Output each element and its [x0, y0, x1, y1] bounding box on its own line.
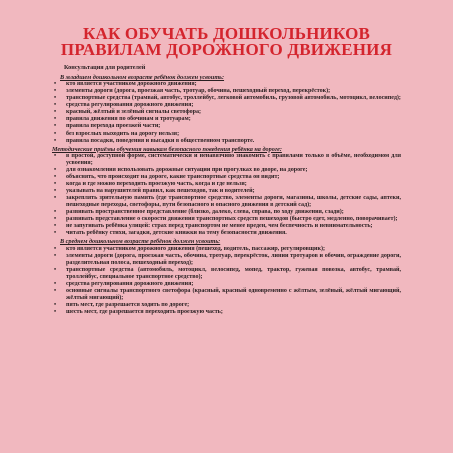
section-middle	[52, 238, 401, 316]
list-item: • когда и где можно переходить проезжую часть, когда и где нельзя;	[52, 181, 401, 188]
list-item: • кто является участником дорожного движения (пешеход, водитель, пассажир, регулировщик);	[52, 246, 401, 253]
list-item: • развивать пространственное представление (близко, далеко, слева, справа, по ходу движения, сзади);	[52, 209, 401, 216]
list-item: • для ознакомления использовать дорожные ситуации при прогулках во дворе, на дороге;	[52, 167, 401, 174]
list-item: • читать ребёнку стихи, загадки, детские книжки на тему безопасности движения.	[52, 230, 401, 237]
list-item: • развивать представление о скорости движения транспортных средств пешеходов (быстро едет, медленно, поворачивает);	[52, 216, 401, 223]
list-item: • шесть мест, где разрешается переходить проезжую часть;	[52, 309, 401, 316]
section-heading: В среднем дошкольном возрасте ребёнок должен усвоить:	[60, 238, 221, 246]
list-item: • средства регулирования дорожного движения;	[52, 102, 401, 109]
page-title: КАК ОБУЧАТЬ ДОШКОЛЬНИКОВ ПРАВИЛАМ ДОРОЖНОГО ДВИЖЕНИЯ	[60, 24, 393, 59]
list-item: • правила перехода проезжей части;	[52, 123, 401, 130]
list-item: • закреплять зрительную память (где транспортное средство, элементы дороги, магазины, школы, детские сады, аптеки, пешеходные переходы, светофоры, пути безопасного и опасного движения в детский сад);	[52, 195, 401, 209]
list-item: • в простой, доступной форме, систематически и ненавязчиво знакомить с правилами только в объёме, необходимом для усвоения;	[52, 153, 401, 167]
bullet-list	[52, 81, 401, 144]
list-item: • указывать на нарушителей правил, как пешеходов, так и водителей;	[52, 188, 401, 195]
list-item: • не запугивать ребёнка улицей: страх перед транспортом не менее вреден, чем беспечность и невнимательность;	[52, 223, 401, 230]
list-item: • элементы дороги (дорога, проезжая часть, тротуар, обочина, пешеходный переход, перекрёсток);	[52, 88, 401, 95]
bullet-list	[52, 153, 401, 238]
bullet-list	[52, 246, 401, 316]
list-item: • кто является участником дорожного движения;	[52, 81, 401, 88]
page-subtitle: Консультация для родителей	[64, 64, 146, 71]
section-heading: В младшем дошкольном возрасте ребёнок должен усвоить:	[60, 74, 225, 81]
list-item: • правила движения по обочинам и тротуарам;	[52, 116, 401, 123]
list-item: • правила посадки, поведения и высадки в общественном транспорте.	[52, 138, 401, 145]
list-item: • элементы дороги (дорога, проезжая часть, обочина, тротуар, перекрёсток, линии тротуаров и обочин, ограждение дороги, разделительная полоса, пешеходный переход);	[52, 253, 401, 267]
list-item: • без взрослых выходить на дорогу нельзя;	[52, 131, 401, 138]
list-item: • объяснять, что происходит на дороге, какие транспортные средства он видит;	[52, 174, 401, 181]
list-item: • транспортные средства (автомобиль, мотоцикл, велосипед, мопед, трактор, гужевая повозка, автобус, трамвай, троллейбус, специальное транспортное средство);	[52, 267, 401, 281]
list-item: • транспортные средства (трамвай, автобус, троллейбус, легковой автомобиль, грузовой автомобиль, мотоцикл, велосипед);	[52, 95, 401, 102]
section-junior	[52, 74, 401, 145]
list-item: • основные сигналы транспортного светофора (красный, красный одновременно с жёлтым, зелёный, жёлтый мигающий, жёлтый мигающий);	[52, 288, 401, 302]
section-methods	[52, 146, 401, 238]
list-item: • пять мест, где разрешается ходить по дороге;	[52, 302, 401, 309]
section-heading: Методические приёмы обучения навыкам безопасного поведения ребёнка на дороге:	[52, 145, 282, 153]
list-item: • красный, жёлтый и зелёный сигналы светофора;	[52, 109, 401, 116]
list-item: • средства регулирования дорожного движения;	[52, 281, 401, 288]
